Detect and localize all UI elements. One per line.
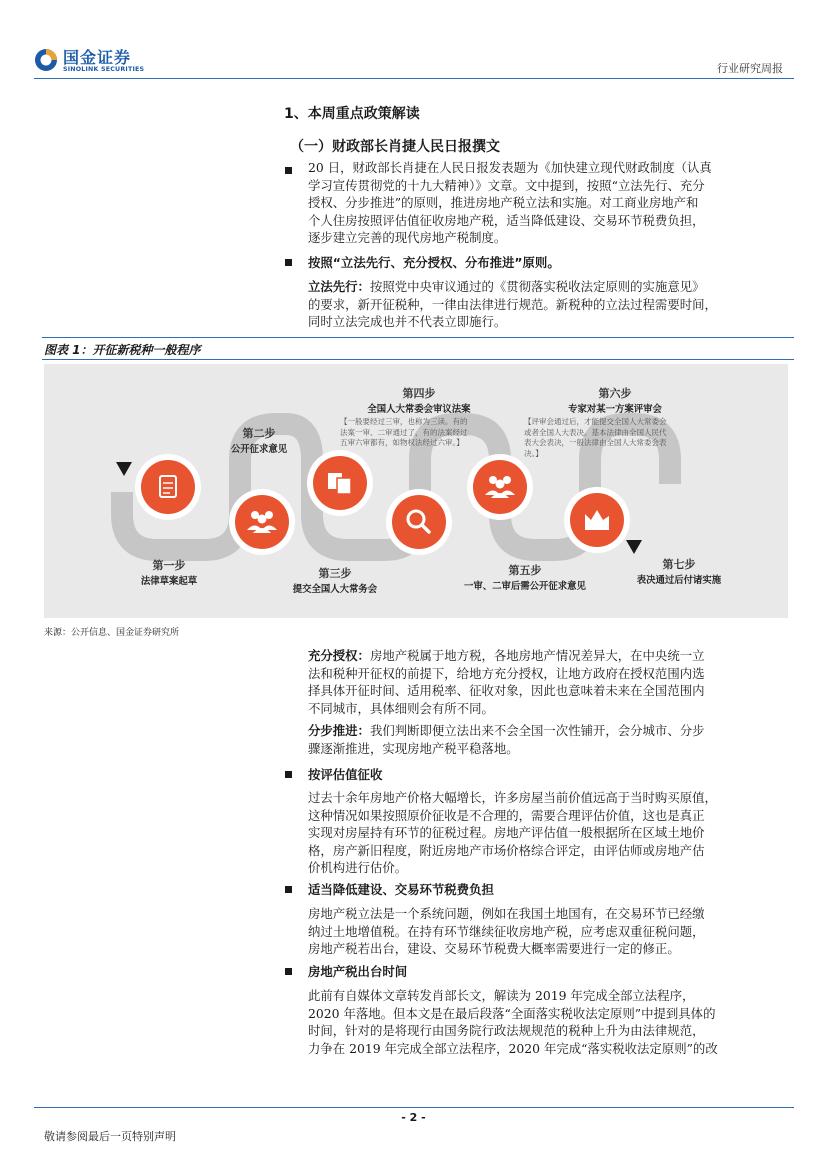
text-line: 纳过土地增值税。在持有环节继续征收房地产税，应考虑双重征税问题，: [308, 923, 705, 939]
text-line: 力争在 2019 年完成全部立法程序，2020 年完成“落实税收法定原则”的改: [308, 1040, 718, 1056]
text-line: 择具体开征时间、适用税率、征收对象，因此也意味着未来在全国范围内: [308, 683, 705, 699]
tax-burden-paragraph: [308, 905, 788, 958]
text-line: 学习宣传贯彻党的十九大精神）》文章。文中提到，按照“立法先行、充分: [308, 177, 705, 193]
tax-burden-heading: 适当降低建设、交易环节税费负担: [308, 882, 494, 897]
step-6-title: 第六步: [598, 387, 632, 400]
figure-title: 图表 1：开征新税种一般程序: [44, 343, 201, 357]
step-2-node: [229, 489, 295, 555]
text-line: 20 日，财政部长肖捷在人民日报发表题为《加快建立现代财政制度（认真: [308, 160, 712, 175]
header-divider: [34, 78, 794, 79]
step-6-node: [564, 487, 630, 553]
text-line: 价机构进行估价。: [308, 860, 408, 876]
step-6-label: 专家对某一方案评审会: [568, 404, 662, 415]
note-line: 【评审会通过后，才能提交全国人大常委会: [524, 417, 667, 426]
timing-paragraph: [308, 987, 788, 1057]
logo-text-en: SINOLINK SECURITIES: [63, 66, 145, 73]
step-4-label: 全国人大常委会审议法案: [367, 404, 471, 415]
principle-heading: 按照“立法先行、充分授权、分布推进”原则。: [308, 255, 560, 270]
note-line: 或者全国人大表决。基本法律由全国人民代: [524, 427, 667, 437]
figure-title-rule: [42, 359, 794, 360]
text-line: 此前有自媒体文章转发肖部长文，解读为 2019 年完成全部立法程序，: [308, 988, 695, 1003]
step-1-label: 法律草案起草: [140, 576, 198, 587]
step-5-title: 第五步: [508, 564, 542, 577]
bullet-marker: [285, 771, 292, 778]
report-type-label: 行业研究周报: [717, 62, 783, 75]
section-title: 1、本周重点政策解读: [284, 106, 420, 122]
step-2-title: 第二步: [242, 427, 276, 440]
text-line: 过去十余年房地产价格大幅增长，许多房屋当前价值远高于当时购买原值，: [308, 790, 717, 805]
end-arrow-icon: [626, 540, 642, 554]
text-line: 房地产税立法是一个系统问题，例如在我国土地国有，在交易环节已经缴: [308, 906, 705, 921]
footer-divider: [34, 1107, 794, 1108]
lead-term: 充分授权：: [308, 648, 370, 663]
text-line: 房地产税属于地方税，各地房地产情况差异大，在中央统一立: [369, 648, 705, 663]
step-4-title: 第四步: [402, 387, 436, 400]
text-line: 房地产税若出台，建设、交易环节税费大概率需要进行一定的修正。: [308, 941, 680, 957]
text-line: 不同城市，具体细则会有所不同。: [308, 700, 494, 716]
step-3-title: 第三步: [318, 567, 352, 580]
text-line: 授权、分步推进”的原则，推进房地产税立法和实施。对工商业房地产和: [308, 195, 699, 211]
text-line: 骤逐渐推进，实现房地产税平稳落地。: [308, 740, 519, 756]
text-line: 我们判断即便立法出来不会全国一次性铺开，会分城市、分步: [369, 723, 705, 738]
disclaimer-text: 敬请参阅最后一页特别声明: [44, 1130, 176, 1143]
figure-top-rule: [42, 337, 794, 338]
text-line: 时间，针对的是将现行由国务院行政法规规范的税种上升为由法律规范，: [308, 1023, 705, 1039]
authorization-paragraph: [308, 647, 788, 717]
text-line: 法和税种开征权的前提下，给地方充分授权，让地方政府在授权范围内选: [308, 665, 705, 681]
text-line: 实现对房屋持有环节的征税过程。房地产评估值一般根据所在区域土地价: [308, 825, 705, 841]
step-5-node: [467, 454, 533, 520]
valuation-paragraph: [308, 789, 788, 877]
text-line: 按照党中央审议通过的《贯彻落实税收法定原则的实施意见》: [369, 279, 705, 294]
bullet-marker: [285, 886, 292, 893]
text-line: 格，房产新旧程度，附近房地产市场价格综合评定，由评估师或房地产估: [308, 842, 705, 858]
timing-heading: 房地产税出台时间: [308, 964, 408, 979]
step-6-note: [524, 417, 667, 459]
step-2-label: 公开征求意见: [230, 444, 288, 455]
text-line: 的要求，新开征税种，一律由法律进行规范。新税种的立法过程需要时间，: [308, 296, 717, 312]
legislation-first-paragraph: [308, 278, 788, 331]
step-3-label: 提交全国人大常务会: [292, 584, 378, 595]
start-arrow-icon: [116, 462, 132, 476]
text-line: 个人住房按照评估值征收房地产税，适当降低建设、交易环节税费负担，: [308, 212, 705, 228]
step-7-title: 第七步: [662, 558, 696, 571]
note-line: 表大会表决，一般法律由全国人大常委会表: [524, 438, 667, 447]
figure-source: 来源：公开信息、国金证券研究所: [44, 628, 180, 638]
valuation-heading: 按评估值征收: [308, 767, 383, 782]
bullet-marker: [285, 259, 292, 266]
note-line: 【一般要经过三审，也称为三读。有的: [340, 417, 468, 426]
step-4-note: [340, 417, 468, 449]
text-line: 逐步建立完善的现代房地产税制度。: [308, 230, 507, 246]
note-line: 法案一审、二审通过了，有的法案经过: [340, 427, 468, 437]
step-7-label: 表决通过后付诸实施: [636, 575, 722, 586]
stepwise-paragraph: [308, 722, 788, 757]
step-1-title: 第一步: [152, 559, 186, 572]
step-4-node: [386, 489, 452, 555]
step-1-node: [135, 454, 201, 520]
step-5-label: 一审、二审后需公开征求意见: [464, 581, 586, 592]
process-diagram: [44, 364, 788, 618]
step-3-node: [307, 450, 373, 516]
logo-text-cn: 国金证券: [63, 48, 132, 67]
note-line: 五审六审都有，如物权法经过六审。】: [340, 438, 464, 447]
subsection-title: （一）财政部长肖捷人民日报撰文: [290, 139, 500, 155]
bullet-marker: [285, 968, 292, 975]
text-line: 2020 年落地。但本文是在最后段落“全面落实税收法定原则”中提到具体的: [308, 1005, 716, 1021]
text-line: 同时立法完成也并不代表立即施行。: [308, 314, 507, 330]
note-line: 决。】: [524, 448, 543, 458]
intro-paragraph: [308, 159, 788, 247]
bullet-marker: [285, 167, 292, 174]
lead-term: 立法先行：: [308, 279, 370, 294]
logo-mark-icon: [34, 48, 58, 72]
page-number: - 2 -: [401, 1111, 426, 1124]
text-line: 这种情况如果按照原价征收是不合理的，需要合理评估价值，这也是真正: [308, 807, 705, 823]
lead-term: 分步推进：: [308, 723, 370, 738]
